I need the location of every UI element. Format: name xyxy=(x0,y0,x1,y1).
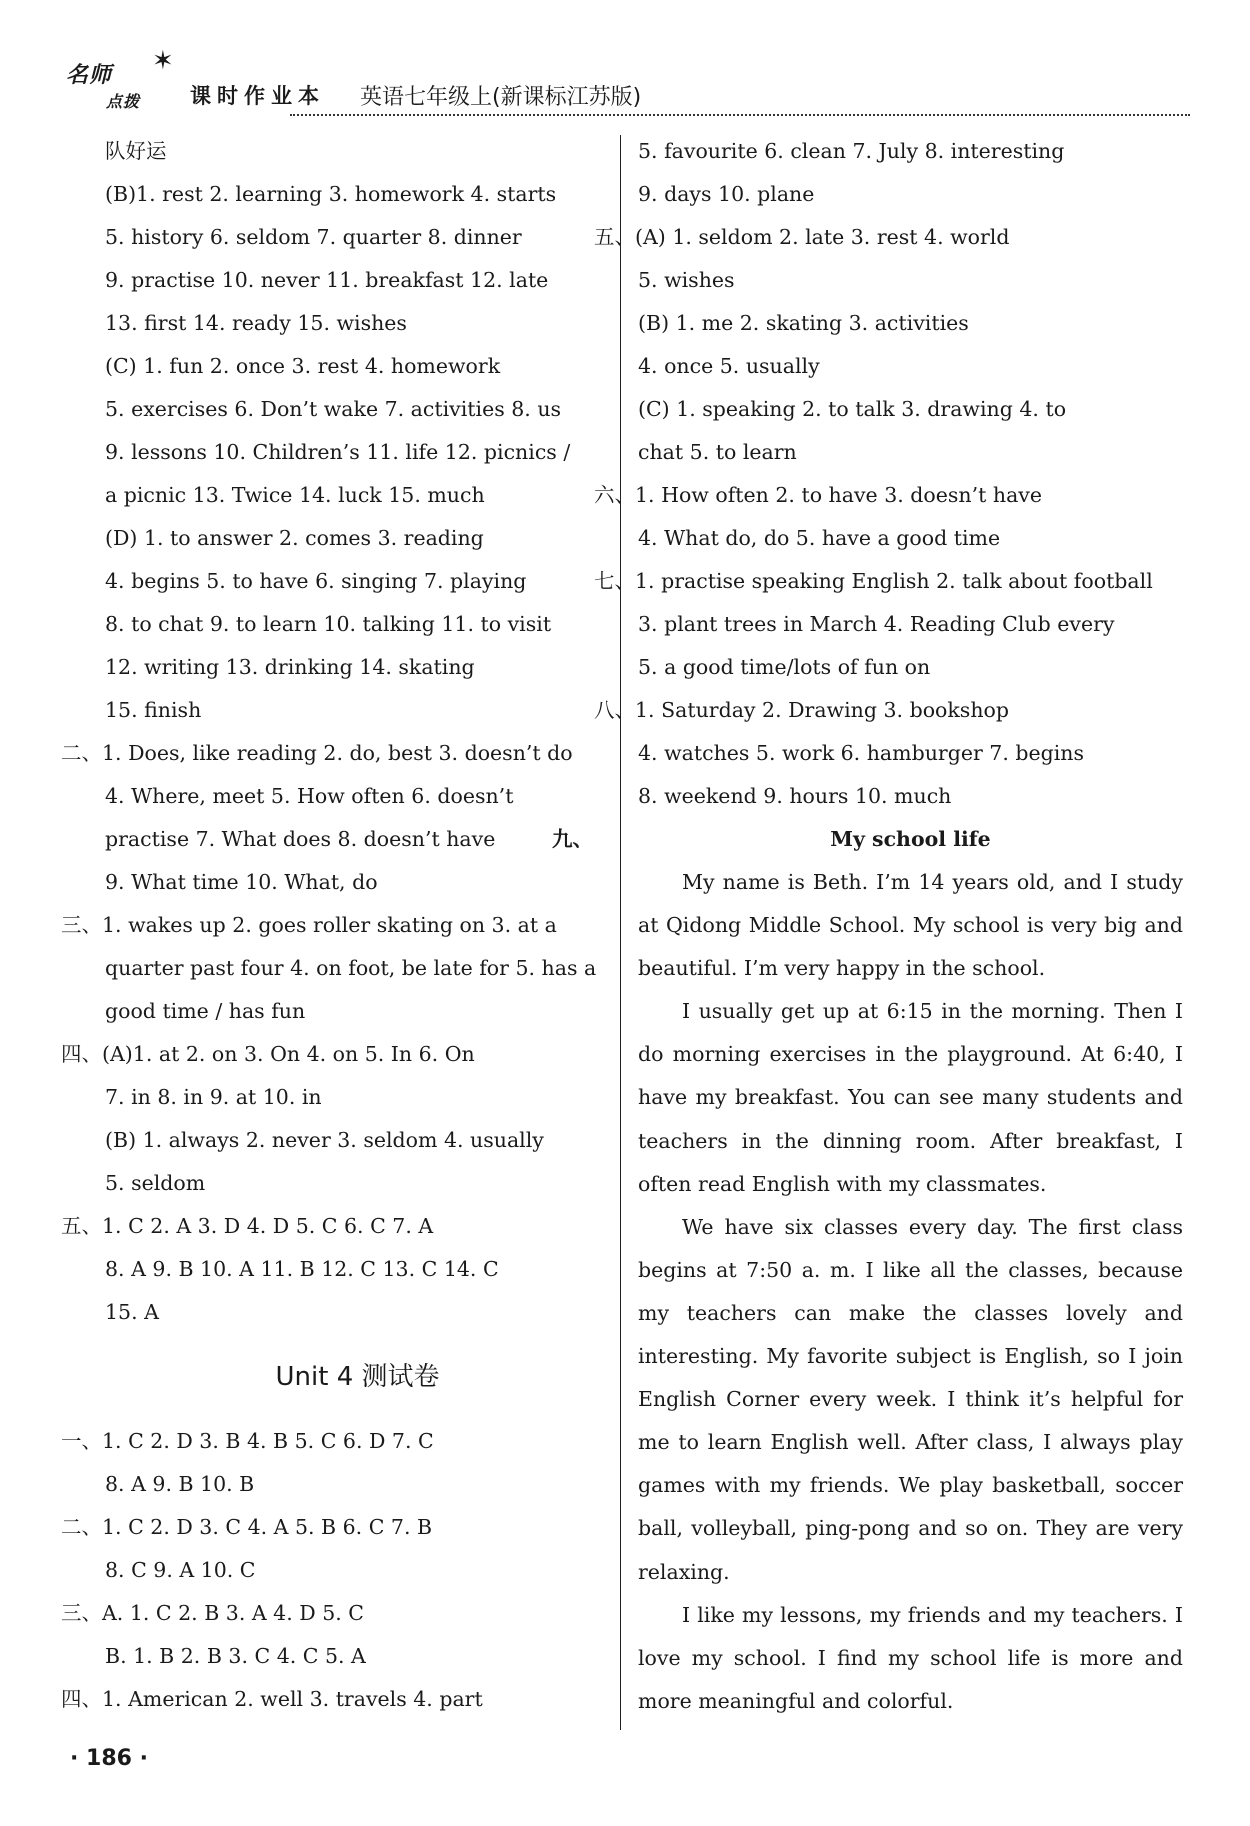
essay-paragraph: I usually get up at 6:15 in the morning. Then I do morning exercises in the playground. At 6:40, I have my breakfast. You can see many students and teachers in the dinning room. After breakfast, I often read English with my classmates. xyxy=(638,999,1183,1196)
answer-line: 4. watches 5. work 6. hamburger 7. begins xyxy=(638,741,1085,765)
answer-line: 队好运 xyxy=(105,139,167,163)
right-column xyxy=(552,130,1183,1723)
answer-line: 4. What do, do 5. have a good time xyxy=(638,526,1001,550)
answer-line: 四、1. American 2. well 3. travels 4. part xyxy=(61,1687,483,1711)
answer-line: (C) 1. speaking 2. to talk 3. drawing 4. to xyxy=(638,397,1067,421)
answer-line: practise 7. What does 8. doesn’t have xyxy=(105,827,496,851)
answer-line: (B) 1. me 2. skating 3. activities xyxy=(638,311,969,335)
answer-line: 8. to chat 9. to learn 10. talking 11. to visit xyxy=(105,612,552,636)
answer-line: 15. A xyxy=(105,1300,159,1324)
essay-label: 九、 xyxy=(552,827,593,851)
answer-line: 六、1. How often 2. to have 3. doesn’t have xyxy=(594,483,1043,507)
answer-line: 4. Where, meet 5. How often 6. doesn’t xyxy=(105,784,514,808)
answer-line: (B) 1. always 2. never 3. seldom 4. usually xyxy=(105,1128,544,1152)
answer-line: 12. writing 13. drinking 14. skating xyxy=(105,655,475,679)
essay-header xyxy=(552,818,1183,861)
answer-line: 8. weekend 9. hours 10. much xyxy=(638,784,952,808)
answer-line: 4. begins 5. to have 6. singing 7. playing xyxy=(105,569,527,593)
answer-line: good time / has fun xyxy=(105,999,306,1023)
answer-line: 二、1. Does, like reading 2. do, best 3. doesn’t do xyxy=(61,741,573,765)
page-number: · 186 · xyxy=(70,1746,148,1771)
answer-line: 5. history 6. seldom 7. quarter 8. dinner xyxy=(105,225,522,249)
essay-paragraph: We have six classes every day. The first class begins at 7:50 a. m. I like all the classes, because my teachers can make the classes lovely and interesting. My favorite subject is English, so I join English Corner every week. I think it’s helpful for me to learn English well. After class, I always play games with my friends. We play basketball, soccer ball, volleyball, ping-pong and so on. They are very relaxing. xyxy=(638,1214,1183,1584)
answer-line: B. 1. B 2. B 3. C 4. C 5. A xyxy=(105,1644,366,1668)
essay-title: My school life xyxy=(830,827,991,851)
answer-line: (D) 1. to answer 2. comes 3. reading xyxy=(105,526,484,550)
answer-line: 5. favourite 6. clean 7. July 8. interesting xyxy=(638,139,1065,163)
answer-line: 三、1. wakes up 2. goes roller skating on 3. at a xyxy=(61,913,557,937)
essay-paragraph: My name is Beth. I’m 14 years old, and I study at Qidong Middle School. My school is very big and beautiful. I’m very happy in the school. xyxy=(638,870,1183,981)
series-logo xyxy=(66,58,140,112)
essay-body xyxy=(638,861,1183,1723)
right-answer-lines xyxy=(594,130,1183,818)
answer-line: 5. exercises 6. Don’t wake 7. activities 8. us xyxy=(105,397,562,421)
answer-line: 一、1. C 2. D 3. B 4. B 5. C 6. D 7. C xyxy=(61,1429,434,1453)
answer-line: 8. A 9. B 10. B xyxy=(105,1472,255,1496)
answer-line: 五、(A) 1. seldom 2. late 3. rest 4. world xyxy=(594,225,1010,249)
left-column xyxy=(61,130,610,1721)
answer-line: a picnic 13. Twice 14. luck 15. much xyxy=(105,483,485,507)
unit-title: Unit 4 测试卷 xyxy=(275,1362,440,1392)
column-divider xyxy=(620,135,621,1730)
logo-top-text: 名师 xyxy=(66,62,113,88)
answer-line: 9. lessons 10. Children’s 11. life 12. picnics / xyxy=(105,440,571,464)
answer-line: 9. days 10. plane xyxy=(638,182,815,206)
answer-line: 7. in 8. in 9. at 10. in xyxy=(105,1085,322,1109)
answer-line: 四、(A)1. at 2. on 3. On 4. on 5. In 6. On xyxy=(61,1042,475,1066)
answer-line: 8. C 9. A 10. C xyxy=(105,1558,256,1582)
answer-line: 3. plant trees in March 4. Reading Club every xyxy=(638,612,1115,636)
header-rule xyxy=(290,114,1190,116)
page-header xyxy=(60,40,1190,120)
answer-line: 15. finish xyxy=(105,698,202,722)
answer-line: chat 5. to learn xyxy=(638,440,797,464)
star-icon: ✶ xyxy=(152,46,174,76)
answer-line: 5. seldom xyxy=(105,1171,206,1195)
answer-line: (B)1. rest 2. learning 3. homework 4. starts xyxy=(105,182,557,206)
answer-line: 七、1. practise speaking English 2. talk about football xyxy=(594,569,1153,593)
book-name: 课时作业本 xyxy=(190,84,325,108)
answer-line: quarter past four 4. on foot, be late for 5. has a xyxy=(105,956,597,980)
answer-line: (C) 1. fun 2. once 3. rest 4. homework xyxy=(105,354,501,378)
logo-bottom-text: 点拨 xyxy=(106,92,141,111)
answer-line: 二、1. C 2. D 3. C 4. A 5. B 6. C 7. B xyxy=(61,1515,433,1539)
answer-line: 13. first 14. ready 15. wishes xyxy=(105,311,407,335)
answer-line: 4. once 5. usually xyxy=(638,354,820,378)
answer-line: 八、1. Saturday 2. Drawing 3. bookshop xyxy=(594,698,1009,722)
essay-paragraph: I like my lessons, my friends and my teachers. I love my school. I find my school life is more and more meaningful and colorful. xyxy=(638,1602,1183,1713)
answer-line: 9. practise 10. never 11. breakfast 12. late xyxy=(105,268,549,292)
answer-line: 8. A 9. B 10. A 11. B 12. C 13. C 14. C xyxy=(105,1257,499,1281)
answer-line: 5. wishes xyxy=(638,268,735,292)
answer-line: 五、1. C 2. A 3. D 4. D 5. C 6. C 7. A xyxy=(61,1214,434,1238)
answer-line: 三、A. 1. C 2. B 3. A 4. D 5. C xyxy=(61,1601,364,1625)
answer-line: 5. a good time/lots of fun on xyxy=(638,655,931,679)
answer-line: 9. What time 10. What, do xyxy=(105,870,378,894)
subject-title: 英语七年级上(新课标江苏版) xyxy=(360,85,642,110)
